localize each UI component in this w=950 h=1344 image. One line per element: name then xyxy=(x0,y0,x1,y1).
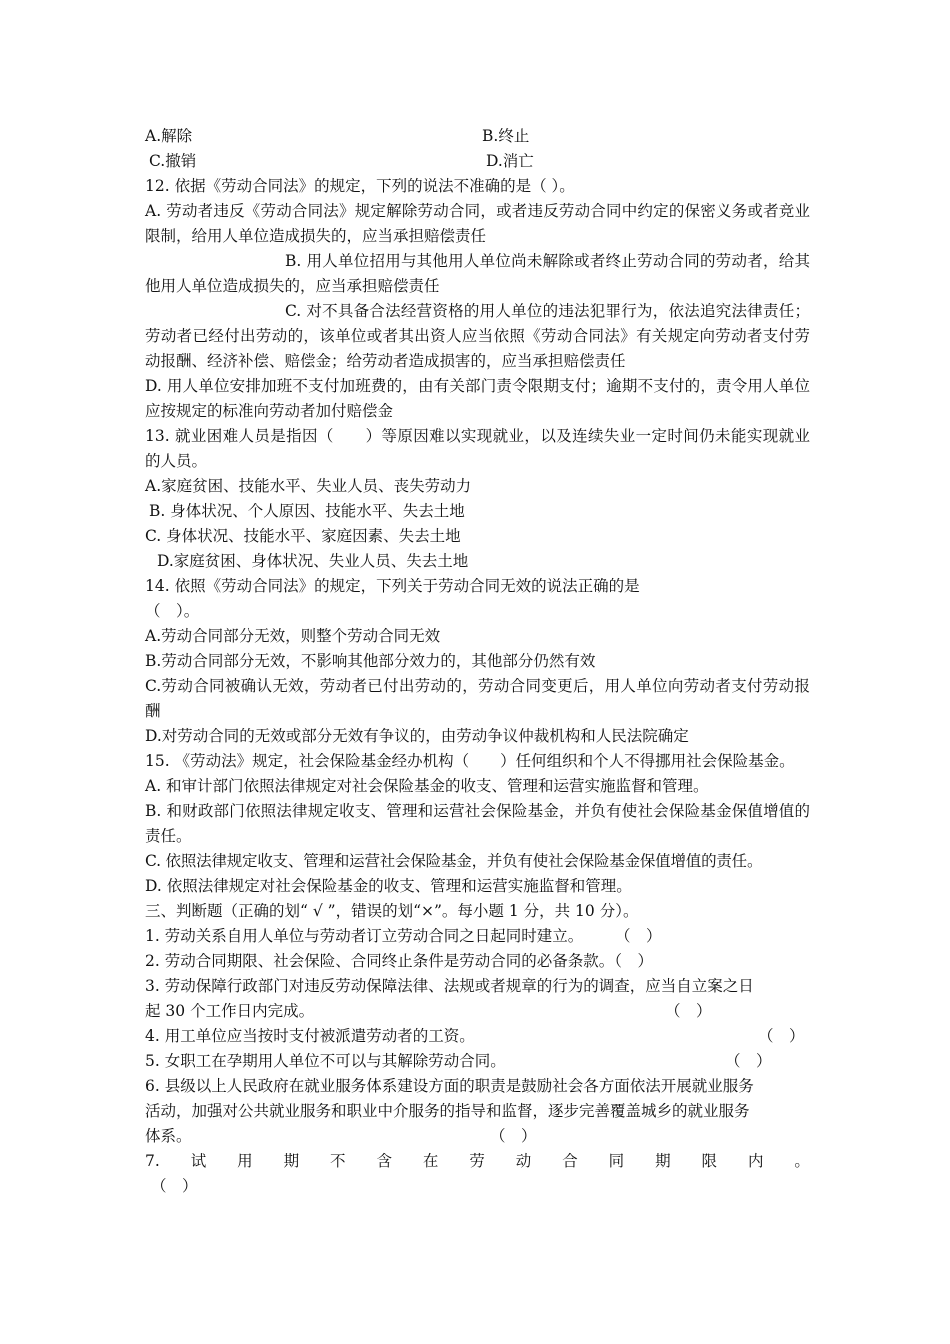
q15-option-d: D. 依照法律规定对社会保险基金的收支、管理和运营实施监督和管理。 xyxy=(145,877,632,895)
judgment-item-7-char: 含 xyxy=(376,1152,392,1170)
judgment-item-7-char: 期 xyxy=(655,1152,671,1170)
judgment-item-2: 2. 劳动合同期限、社会保险、合同终止条件是劳动合同的必备条款。（ ） xyxy=(145,952,653,970)
section-3-heading: 三、判断题（正确的划“ √ ”，错误的划“×”。每小题 1 分，共 10 分）。 xyxy=(145,902,639,920)
q15-option-b: B. 和财政部门依照法律规定收支、管理和运营社会保险基金，并负有使社会保险基金保值增值的责任。 xyxy=(145,802,810,845)
q12-option-c: C. 对不具备合法经营资格的用人单位的违法犯罪行为，依法追究法律责任；劳动者已经付出劳动的，该单位或者其出资人应当依照《劳动合同法》有关规定向劳动者支付劳动报酬、经济补偿、赔偿金；给劳动者造成损害的，应当承担赔偿责任 xyxy=(145,302,810,370)
q12-option-a: A. 劳动者违反《劳动合同法》规定解除劳动合同，或者违反劳动合同中约定的保密义务或者竞业限制，给用人单位造成损失的，应当承担赔偿责任 xyxy=(145,202,810,245)
q14-option-c: C.劳动合同被确认无效，劳动者已付出劳动的，劳动合同变更后，用人单位向劳动者支付劳动报酬 xyxy=(145,677,810,720)
judgment-item-7-char: 期 xyxy=(283,1152,300,1170)
judgment-item-5-text: 5. 女职工在孕期用人单位不可以与其解除劳动合同。 xyxy=(145,1052,506,1070)
judgment-item-7-answer-blank[interactable]: （ ） xyxy=(151,1177,198,1195)
judgment-item-6-line-1: 6. 县级以上人民政府在就业服务体系建设方面的职责是鼓励社会各方面依法开展就业服务 xyxy=(145,1077,754,1095)
judgment-item-3-answer-blank[interactable]: （ ） xyxy=(665,1002,712,1020)
q12-option-b: B. 用人单位招用与其他用人单位尚未解除或者终止劳动合同的劳动者，给其他用人单位造成损失的，应当承担赔偿责任 xyxy=(145,252,810,295)
q15-stem: 15. 《劳动法》规定，社会保险基金经办机构（ ）任何组织和个人不得挪用社会保险基金。 xyxy=(145,752,795,770)
judgment-item-5 xyxy=(145,1049,810,1074)
q12-stem: 12. 依据《劳动合同法》的规定，下列的说法不准确的是（ ）。 xyxy=(145,177,575,195)
judgment-item-3-line-1: 3. 劳动保障行政部门对违反劳动保障法律、法规或者规章的行为的调查，应当自立案之日 xyxy=(145,977,754,995)
q13-option-b: B. 身体状况、个人原因、技能水平、失去土地 xyxy=(149,502,465,520)
judgment-item-4-answer-blank[interactable]: （ ） xyxy=(758,1027,805,1045)
judgment-item-7-char: 内 xyxy=(747,1152,764,1170)
q13-option-d: D.家庭贫困、身体状况、失业人员、失去土地 xyxy=(157,552,469,570)
q13-option-a: A.家庭贫困、技能水平、失业人员、丧失劳动力 xyxy=(145,477,472,495)
q11-option-d: D.消亡 xyxy=(486,152,534,170)
judgment-item-7-char: 合 xyxy=(562,1152,578,1170)
judgment-item-7-char: 7. xyxy=(145,1152,160,1170)
judgment-item-7 xyxy=(145,1149,810,1174)
judgment-item-7-char: 劳 xyxy=(469,1152,485,1170)
judgment-item-7-char: 限 xyxy=(701,1152,718,1170)
judgment-item-7-char: 不 xyxy=(330,1152,346,1170)
q13-option-c: C. 身体状况、技能水平、家庭因素、失去土地 xyxy=(145,527,461,545)
judgment-item-4-text: 4. 用工单位应当按时支付被派遣劳动者的工资。 xyxy=(145,1027,475,1045)
judgment-item-3-text: 起 30 个工作日内完成。 xyxy=(145,1002,315,1020)
judgment-item-1 xyxy=(145,924,810,949)
q14-stem-line-2: （ ）。 xyxy=(145,602,200,620)
judgment-item-5-answer-blank[interactable]: （ ） xyxy=(725,1052,772,1070)
judgment-item-3-line-2 xyxy=(145,999,810,1024)
q14-stem-line-1: 14. 依照《劳动合同法》的规定，下列关于劳动合同无效的说法正确的是 xyxy=(145,577,640,595)
judgment-item-1-text: 1. 劳动关系自用人单位与劳动者订立劳动合同之日起同时建立。 xyxy=(145,927,584,945)
q12-option-d: D. 用人单位安排加班不支付加班费的，由有关部门责令限期支付；逾期不支付的，责令用人单位应按规定的标准向劳动者加付赔偿金 xyxy=(145,377,810,420)
q14-option-d: D.对劳动合同的无效或部分无效有争议的，由劳动争议仲裁机构和人民法院确定 xyxy=(145,727,689,745)
q11-option-a: A.解除 xyxy=(145,127,193,145)
q13-stem: 13. 就业困难人员是指因（ ）等原因难以实现就业，以及连续失业一定时间仍未能实现就业的人员。 xyxy=(145,427,810,470)
q11-option-c: C.撤销 xyxy=(149,152,197,170)
judgment-item-1-answer-blank[interactable]: （ ） xyxy=(615,927,662,945)
q14-option-b: B.劳动合同部分无效，不影响其他部分效力的，其他部分仍然有效 xyxy=(145,652,596,670)
judgment-item-7-char: 试 xyxy=(190,1152,207,1170)
judgment-item-7-char: 。 xyxy=(794,1152,810,1170)
q11-options-row-1 xyxy=(145,124,810,149)
q11-options-row-2 xyxy=(145,149,810,174)
q11-option-b: B.终止 xyxy=(482,127,530,145)
q15-option-a: A. 和审计部门依照法律规定对社会保险基金的收支、管理和运营实施监督和管理。 xyxy=(145,777,709,795)
judgment-item-7-char: 同 xyxy=(608,1152,625,1170)
judgment-item-6-text: 体系。 xyxy=(145,1127,192,1145)
q14-option-a: A.劳动合同部分无效，则整个劳动合同无效 xyxy=(145,627,441,645)
judgment-item-6-line-2: 活动，加强对公共就业服务和职业中介服务的指导和监督，逐步完善覆盖城乡的就业服务 xyxy=(145,1102,750,1120)
q15-option-c: C. 依照法律规定收支、管理和运营社会保险基金，并负有使社会保险基金保值增值的责任。 xyxy=(145,852,763,870)
document-content xyxy=(145,124,810,1199)
judgment-item-6-answer-blank[interactable]: （ ） xyxy=(490,1127,537,1145)
judgment-item-7-char: 动 xyxy=(515,1152,532,1170)
judgment-item-7-char: 用 xyxy=(237,1152,253,1170)
judgment-item-4 xyxy=(145,1024,810,1049)
judgment-item-7-char: 在 xyxy=(422,1152,439,1170)
judgment-item-6-line-3 xyxy=(145,1124,810,1149)
